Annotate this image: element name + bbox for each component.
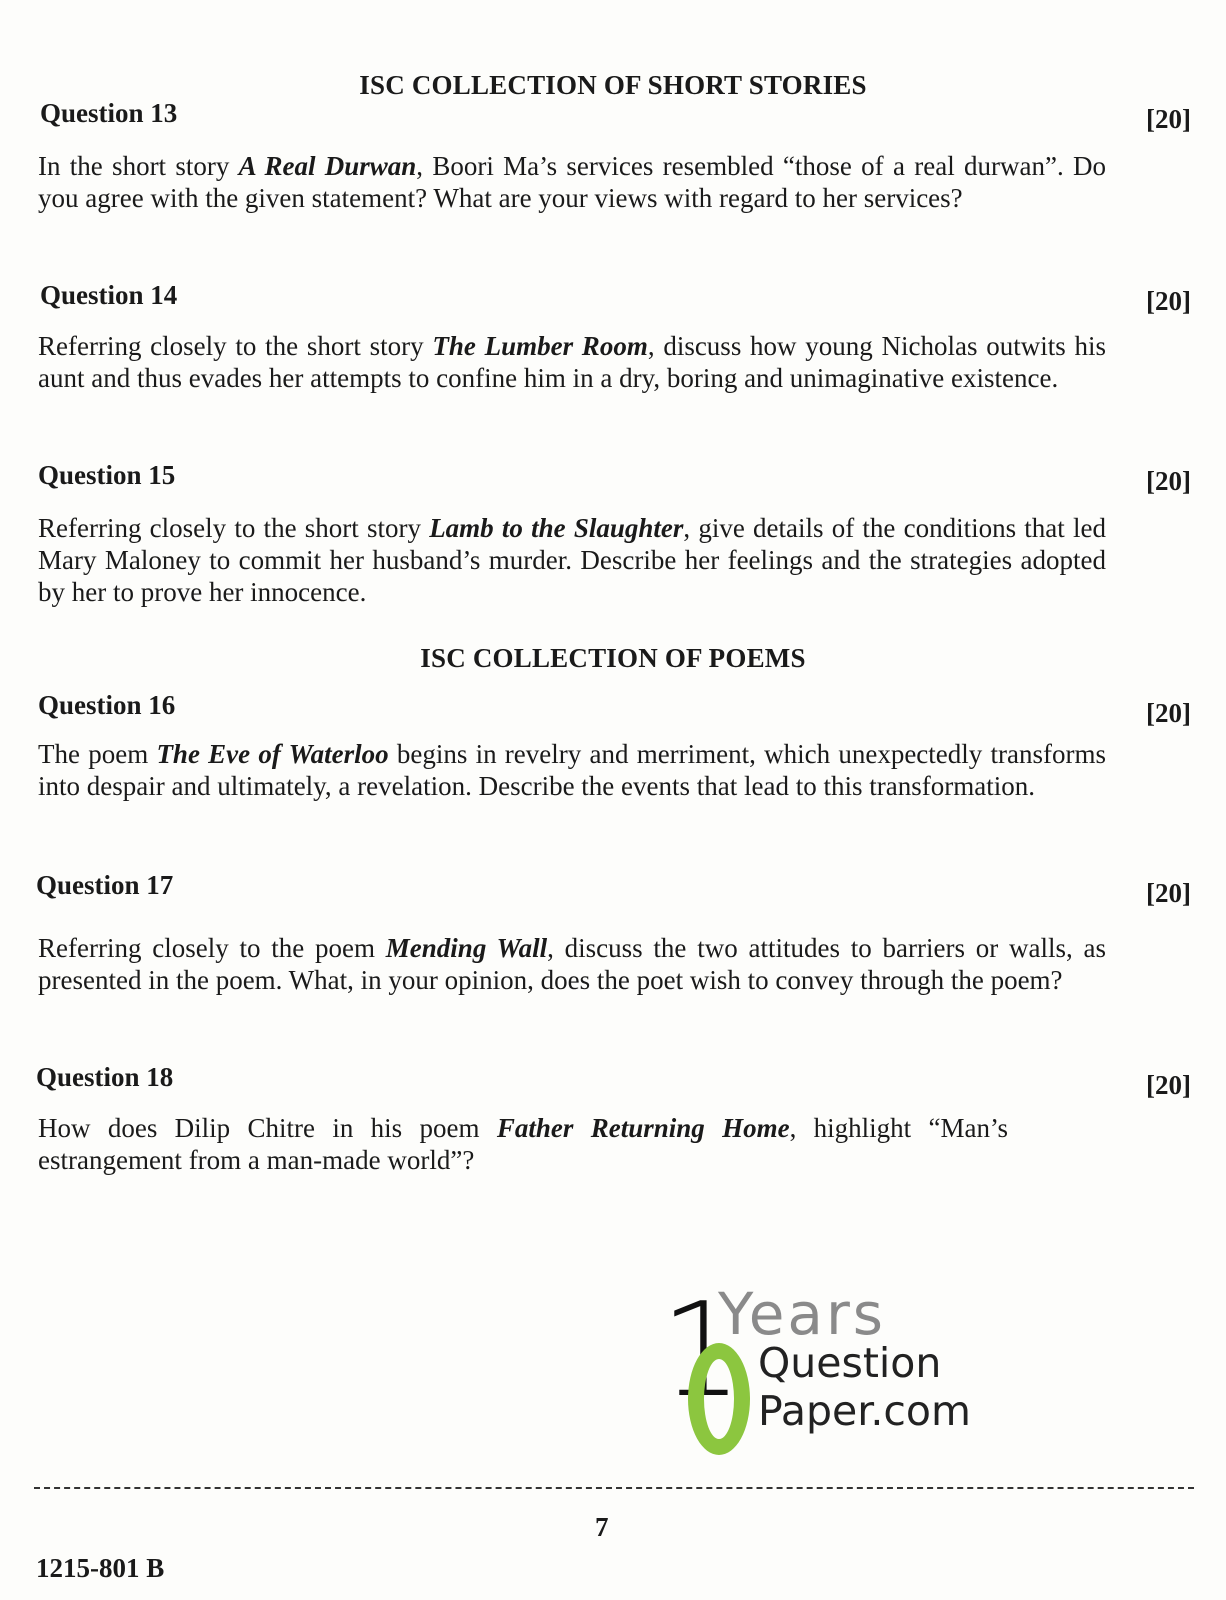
- paper-code: 1215-801 B: [36, 1553, 165, 1583]
- question-17-marks: [20]: [1146, 878, 1191, 908]
- section-heading-poems: ISC COLLECTION OF POEMS: [420, 643, 806, 673]
- logo-digit-zero: [688, 1343, 750, 1455]
- question-15-text-before: Referring closely to the short story: [38, 513, 430, 543]
- question-14-text-before: Referring closely to the short story: [38, 331, 433, 361]
- section-heading-short-stories: ISC COLLECTION OF SHORT STORIES: [359, 70, 867, 100]
- question-15-text: [38, 512, 1106, 608]
- question-15-marks: [20]: [1146, 466, 1191, 496]
- question-16-text: [38, 738, 1106, 802]
- question-13-text-after: , Boori Ma’s services resembled “those of a real durwan”. Do you agree with the given statement? What are your views with regard to her services?: [38, 151, 1106, 213]
- logo-paper-text: Paper.com: [758, 1387, 971, 1435]
- question-15-work-title: Lamb to the Slaughter: [429, 513, 684, 543]
- question-18-marks: [20]: [1146, 1070, 1191, 1100]
- logo-digit-one: 1: [660, 1274, 743, 1426]
- question-13-work-title: A Real Durwan: [238, 151, 417, 181]
- question-17-text: [38, 932, 1106, 996]
- question-16-text-after: begins in revelry and merriment, which unexpectedly transforms into despair and ultimately, a revelation. Describe the events that lead to this transformation.: [38, 739, 1106, 801]
- question-15-text-after: , give details of the conditions that led Mary Maloney to commit her husband’s murder. Describe her feelings and the strategies adopted by her to prove her innocence.: [38, 513, 1106, 607]
- question-14-title: Question 14: [40, 280, 178, 310]
- question-17-title: Question 17: [36, 870, 174, 900]
- footer-divider: [34, 1487, 1194, 1489]
- question-18-text: [38, 1112, 1008, 1176]
- question-16-text-before: The poem: [38, 739, 157, 769]
- question-13-title: Question 13: [40, 98, 178, 128]
- page-number: 7: [595, 1512, 609, 1542]
- question-18-text-after: , highlight “Man’s estrangement from a man-made world”?: [38, 1113, 1008, 1175]
- question-16-work-title: The Eve of Waterloo: [156, 739, 389, 769]
- question-16-title: Question 16: [38, 690, 176, 720]
- question-16-marks: [20]: [1146, 698, 1191, 728]
- logo-question-text: Question: [758, 1339, 942, 1387]
- question-17-text-after: , discuss the two attitudes to barriers or walls, as presented in the poem. What, in your opinion, does the poet wish to convey through the poem?: [38, 933, 1107, 995]
- question-13-text: [38, 150, 1106, 214]
- question-17-work-title: Mending Wall: [385, 933, 548, 963]
- question-17-text-before: Referring closely to the poem: [38, 933, 386, 963]
- question-18-text-before: How does Dilip Chitre in his poem: [38, 1113, 497, 1143]
- question-14-text: [38, 330, 1106, 394]
- question-14-text-after: , discuss how young Nicholas outwits his aunt and thus evades her attempts to confine him in a dry, boring and unimaginative existence.: [38, 331, 1106, 393]
- question-14-work-title: The Lumber Room: [432, 331, 648, 361]
- logo-years-text: Years: [718, 1280, 887, 1348]
- question-18-title: Question 18: [36, 1062, 174, 1092]
- question-13-text-before: In the short story: [38, 151, 239, 181]
- question-15-title: Question 15: [38, 460, 176, 490]
- question-13-marks: [20]: [1146, 104, 1191, 134]
- watermark-logo: [660, 1274, 990, 1465]
- question-18-work-title: Father Returning Home: [496, 1113, 790, 1143]
- question-14-marks: [20]: [1146, 286, 1191, 316]
